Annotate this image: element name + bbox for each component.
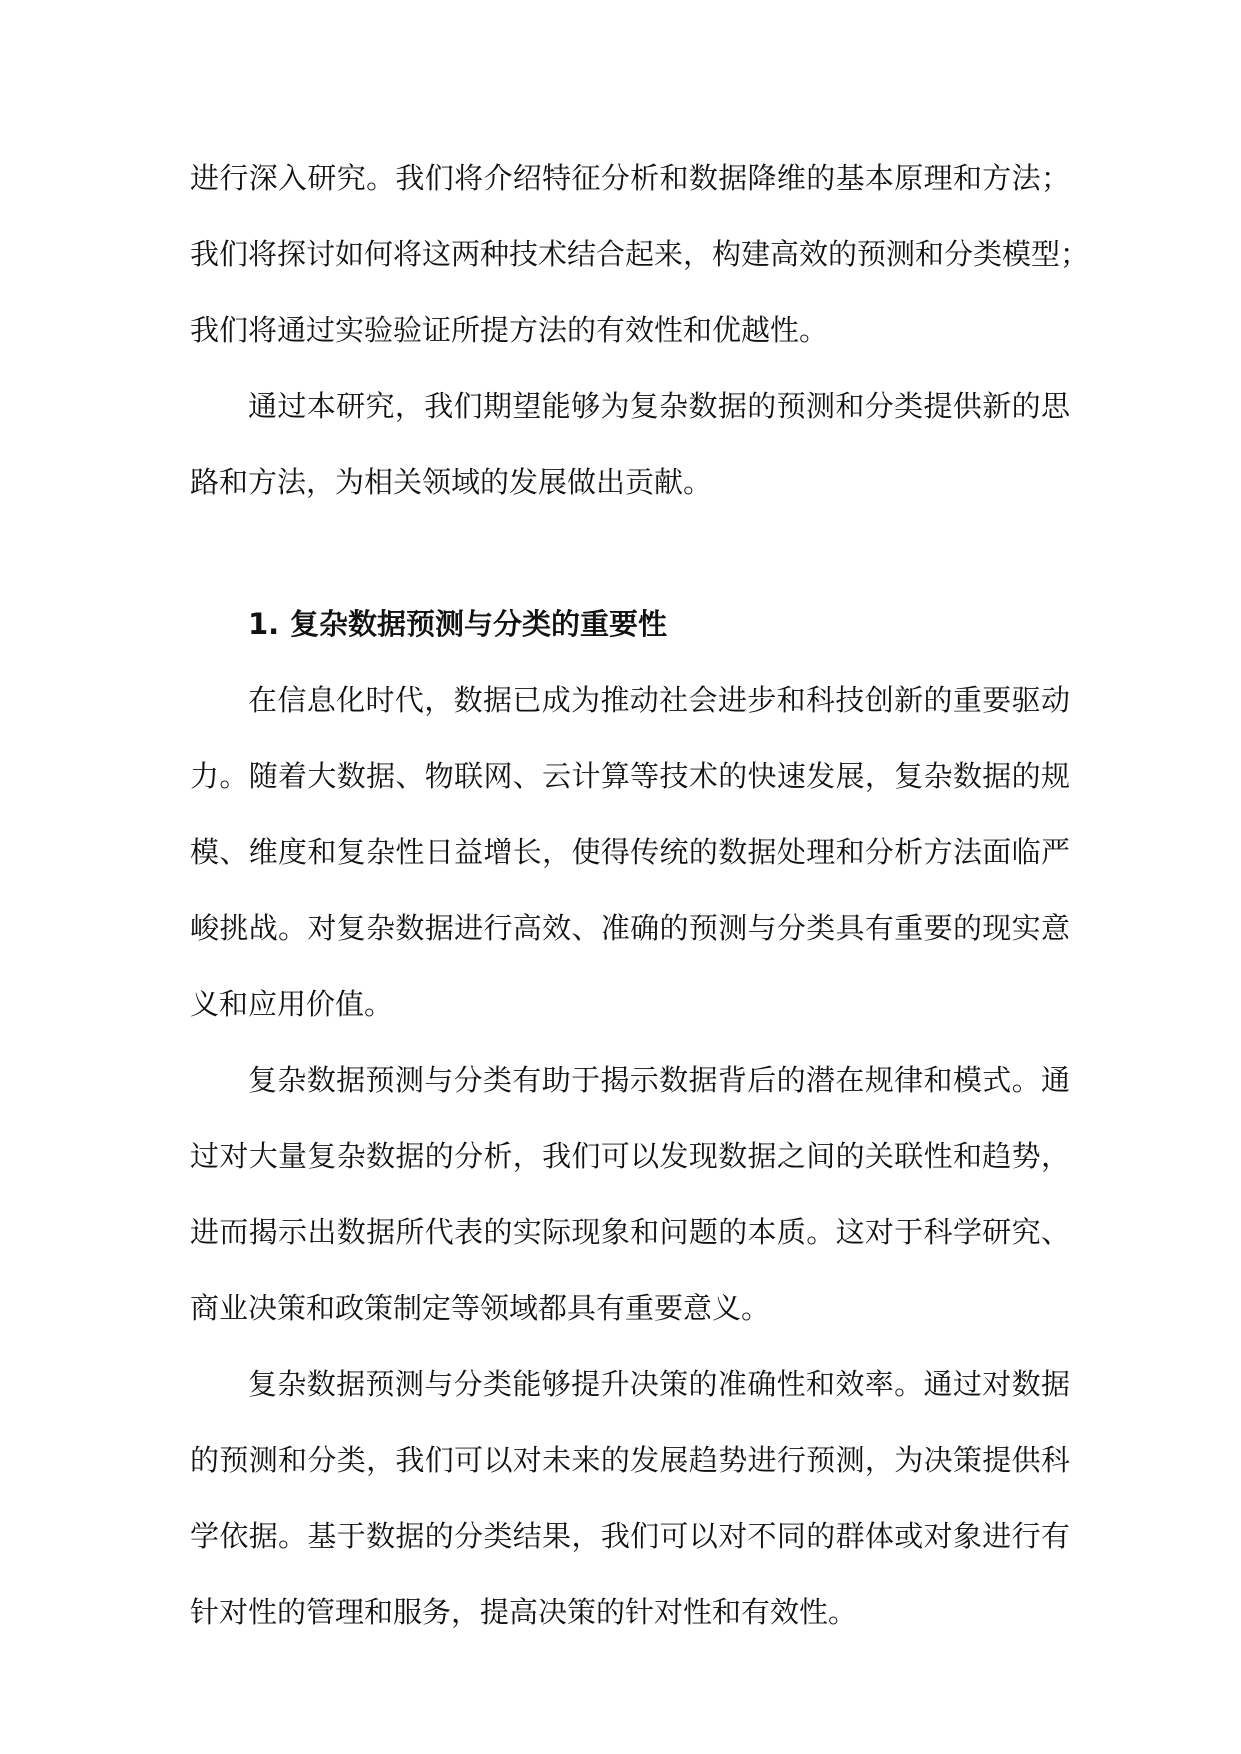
paragraph-patterns <box>190 1042 1070 1346</box>
text-line: 力。随着大数据、物联网、云计算等技术的快速发展，复杂数据的规 <box>190 759 1070 793</box>
section-number: 1. <box>248 607 280 641</box>
text-line: 通过本研究，我们期望能够为复杂数据的预测和分类提供新的思 <box>248 389 1070 423</box>
text-line: 商业决策和政策制定等领域都具有重要意义。 <box>190 1291 771 1325</box>
text-line: 针对性的管理和服务，提高决策的针对性和有效性。 <box>190 1595 858 1629</box>
text-line: 路和方法，为相关领域的发展做出贡献。 <box>190 465 713 499</box>
document-body <box>190 140 1090 1650</box>
section-heading <box>190 586 1070 662</box>
text-line: 进行深入研究。我们将介绍特征分析和数据降维的基本原理和方法； <box>190 161 1070 195</box>
spacer <box>190 520 1070 586</box>
paragraph-importance <box>190 662 1070 1042</box>
text-line: 峻挑战。对复杂数据进行高效、准确的预测与分类具有重要的现实意 <box>190 911 1070 945</box>
text-line: 我们将探讨如何将这两种技术结合起来，构建高效的预测和分类模型； <box>190 237 1090 271</box>
text-line: 我们将通过实验验证所提方法的有效性和优越性。 <box>190 313 829 347</box>
text-line: 的预测和分类，我们可以对未来的发展趋势进行预测，为决策提供科 <box>190 1443 1070 1477</box>
text-line: 学依据。基于数据的分类结果，我们可以对不同的群体或对象进行有 <box>190 1519 1070 1553</box>
text-line: 模、维度和复杂性日益增长，使得传统的数据处理和分析方法面临严 <box>190 835 1070 869</box>
text-line: 复杂数据预测与分类能够提升决策的准确性和效率。通过对数据 <box>248 1367 1070 1401</box>
paragraph-intro-continued <box>190 140 1090 368</box>
text-line: 复杂数据预测与分类有助于揭示数据背后的潜在规律和模式。通 <box>248 1063 1070 1097</box>
paragraph-decisions <box>190 1346 1070 1650</box>
text-line: 过对大量复杂数据的分析，我们可以发现数据之间的关联性和趋势， <box>190 1139 1070 1173</box>
section-title: 复杂数据预测与分类的重要性 <box>290 607 668 641</box>
text-line: 进而揭示出数据所代表的实际现象和问题的本质。这对于科学研究、 <box>190 1215 1070 1249</box>
text-line: 义和应用价值。 <box>190 987 394 1021</box>
text-line: 在信息化时代，数据已成为推动社会进步和科技创新的重要驱动 <box>248 683 1070 717</box>
paragraph-expectation <box>190 368 1070 520</box>
